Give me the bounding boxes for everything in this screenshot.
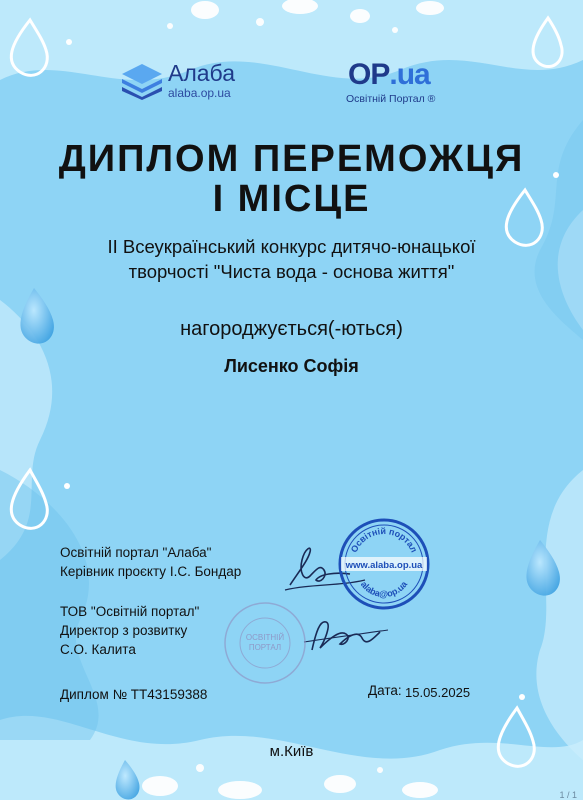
stamp-top-text: Освітній портал [348,525,420,555]
diploma-title-line1: ДИПЛОМ ПЕРЕМОЖЦЯ [58,138,525,180]
svg-text:Освітній портал [349,526,420,554]
op-subtitle: Освітній Портал ® [346,93,436,105]
svg-text:alaba@op.ua [359,579,410,600]
awarded-text: нагороджується(-ються) [180,318,403,340]
date-value: 15.05.2025 [405,685,471,700]
page-indicator: 1 / 1 [559,790,577,800]
faint-stamp-text2: ПОРТАЛ [248,643,282,652]
faint-stamp-text1: ОСВІТНІЙ [245,633,285,642]
city: м.Київ [269,743,314,760]
diploma-title-line2: І МІСЦЕ [212,178,371,220]
date-label: Дата: [368,683,402,698]
org1-role: Керівник проєкту І.С. Бондар [60,564,242,579]
diploma-number: Диплом № ТТ43159388 [60,687,208,702]
alaba-logo [120,60,260,102]
signature-block-2 [60,602,199,659]
alaba-url: alaba.op.ua [168,86,231,100]
signature-block-1 [60,543,241,581]
alaba-round-stamp [337,517,431,611]
contest-line2: творчості "Чиста вода - основа життя" [128,261,455,282]
op-main: OP [348,58,390,91]
org2-person: С.О. Калита [60,642,136,657]
org2-name: ТОВ "Освітній портал" [60,604,200,619]
org2-role: Директор з розвитку [60,623,188,638]
op-dot: .ua [389,58,430,91]
winner-name: Лисенко Софія [224,356,359,376]
op-logo-text [348,58,430,92]
contest-line1: ІІ Всеукраїнський конкурс дитячо-юнацької [107,236,476,257]
faint-round-stamp [222,600,308,686]
op-ua-logo [338,58,458,108]
stamp-bottom-text: alaba@op.ua [358,579,410,600]
alaba-name: Алаба [168,60,235,86]
org1-name: Освітній портал "Алаба" [60,545,212,560]
stamp-center-text: www.alaba.op.ua [345,560,423,571]
alaba-stack-icon [120,62,164,100]
signature-kalyta [300,612,390,662]
contest-description [20,234,563,284]
